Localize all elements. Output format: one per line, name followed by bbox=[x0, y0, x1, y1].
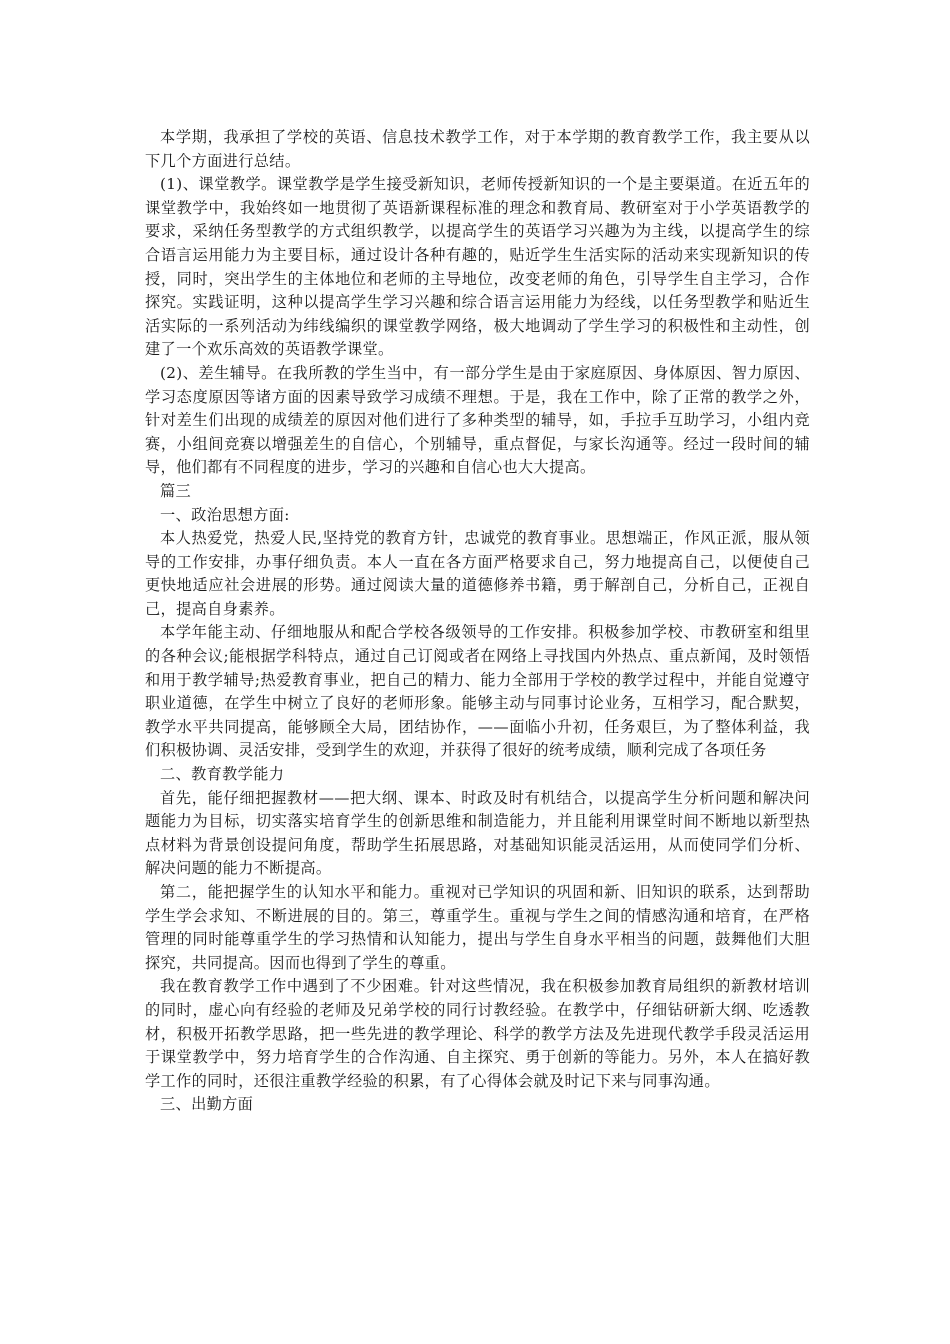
paragraph-work-arrangement: 本学年能主动、仔细地服从和配合学校各级领导的工作安排。积极参加学校、市教研室和组里的各种会议;能根据学科特点，通过自己订阅或者在网络上寻找国内外热点、重点新闻，及时领悟和用于教学辅导;热爱教育事业，把自己的精力、能力全部用于学校的教学过程中，并能自觉遵守职业道德，在学生中树立了良好的老师形象。能够主动与同事讨论业务，互相学习，配合默契，教学水平共同提高，能够顾全大局，团结协作，——面临小升初，任务艰巨，为了整体利益，我们积极协调、灵活安排，受到学生的欢迎，并获得了很好的统考成绩，顺利完成了各项任务 bbox=[145, 623, 810, 760]
paragraph-political-thought: 本人热爱党，热爱人民,坚持党的教育方针，忠诚党的教育事业。思想端正，作风正派，服从领导的工作安排，办事仔细负责。本人一直在各方面严格要求自己，努力地提高自己，以便使自己更快地适应社会进展的形势。通过阅读大量的道德修养书籍，勇于解剖自己，分析自己，正视自己，提高自身素养。 bbox=[145, 529, 810, 618]
paragraph-textbook-mastery: 首先，能仔细把握教材——把大纲、课本、时政及时有机结合，以提高学生分析问题和解决问题能力为目标，切实落实培育学生的创新思维和制造能力，并且能利用课堂时间不断地以新型热点材料为背景创设提问角度，帮助学生拓展思路，对基础知识能灵活运用，从而使同学们分析、解决问题的能力不断提高。 bbox=[145, 788, 810, 878]
heading-teaching-ability: 二、教育教学能力 bbox=[160, 765, 285, 784]
heading-political-thought: 一、政治思想方面: bbox=[160, 505, 290, 524]
paragraph-difficulties: 我在教育教学工作中遇到了不少困难。针对这些情况，我在积极参加教育局组织的新教材培训的同时，虚心向有经验的老师及兄弟学校的同行讨教经验。在教学中，仔细钻研新大纲、吃透教材，积极开拓教学思路，把一些先进的教学理论、科学的教学方法及先进现代教学手段灵活运用于课堂教学中，努力培育学生的合作沟通、自主探究、勇于创新的等能力。另外，本人在搞好教学工作的同时，还很注重教学经验的积累，有了心得体会就及时记下来与同事沟通。 bbox=[145, 977, 810, 1090]
paragraph-classroom-teaching: (1)、课堂教学。课堂教学是学生接受新知识，老师传授新知识的一个是主要渠道。在近五年的课堂教学中，我始终如一地贯彻了英语新课程标准的理念和教育局、教研室对于小学英语教学的要求，采纳任务型教学的方式组织教学，以提高学生的英语学习兴趣为为主线，以提高学生的综合语言运用能力为主要目标，通过设计各种有趣的，贴近学生生活实际的活动来实现新知识的传授，同时，突出学生的主体地位和老师的主导地位，改变老师的角色，引导学生自主学习，合作探究。实践证明，这种以提高学生学习兴趣和综合语言运用能力为经线，以任务型教学和贴近生活实际的一系列活动为纬线编织的课堂教学网络，极大地调动了学生学习的积极性和主动性，创建了一个欢乐高效的英语教学课堂。 bbox=[145, 175, 810, 359]
paragraph-tutoring: (2)、差生辅导。在我所教的学生当中，有一部分学生是由于家庭原因、身体原因、智力原因、学习态度原因等诸方面的因素导致学习成绩不理想。于是，我在工作中，除了正常的教学之外，针对差生们出现的成绩差的原因对他们进行了多种类型的辅导，如，手拉手互助学习，小组内竞赛，小组间竞赛以增强差生的自信心，个别辅导，重点督促，与家长沟通等。经过一段时间的辅导，他们都有不同程度的进步，学习的兴趣和自信心也大大提高。 bbox=[145, 363, 810, 477]
heading-attendance: 三、出勤方面 bbox=[160, 1095, 254, 1114]
section-title-part-three: 篇三 bbox=[160, 481, 192, 500]
paragraph-intro: 本学期，我承担了学校的英语、信息技术教学工作，对于本学期的教育教学工作，我主要从以下几个方面进行总结。 bbox=[145, 128, 810, 170]
document-body bbox=[145, 126, 810, 1117]
paragraph-student-cognition: 第二，能把握学生的认知水平和能力。重视对已学知识的巩固和新、旧知识的联系，达到帮助学生学会求知、不断进展的目的。第三，尊重学生。重视与学生之间的情感沟通和培育，在严格管理的同时能尊重学生的学习热情和认知能力，提出与学生自身水平相当的问题，鼓舞他们大胆探究，共同提高。因而也得到了学生的尊重。 bbox=[145, 883, 810, 972]
